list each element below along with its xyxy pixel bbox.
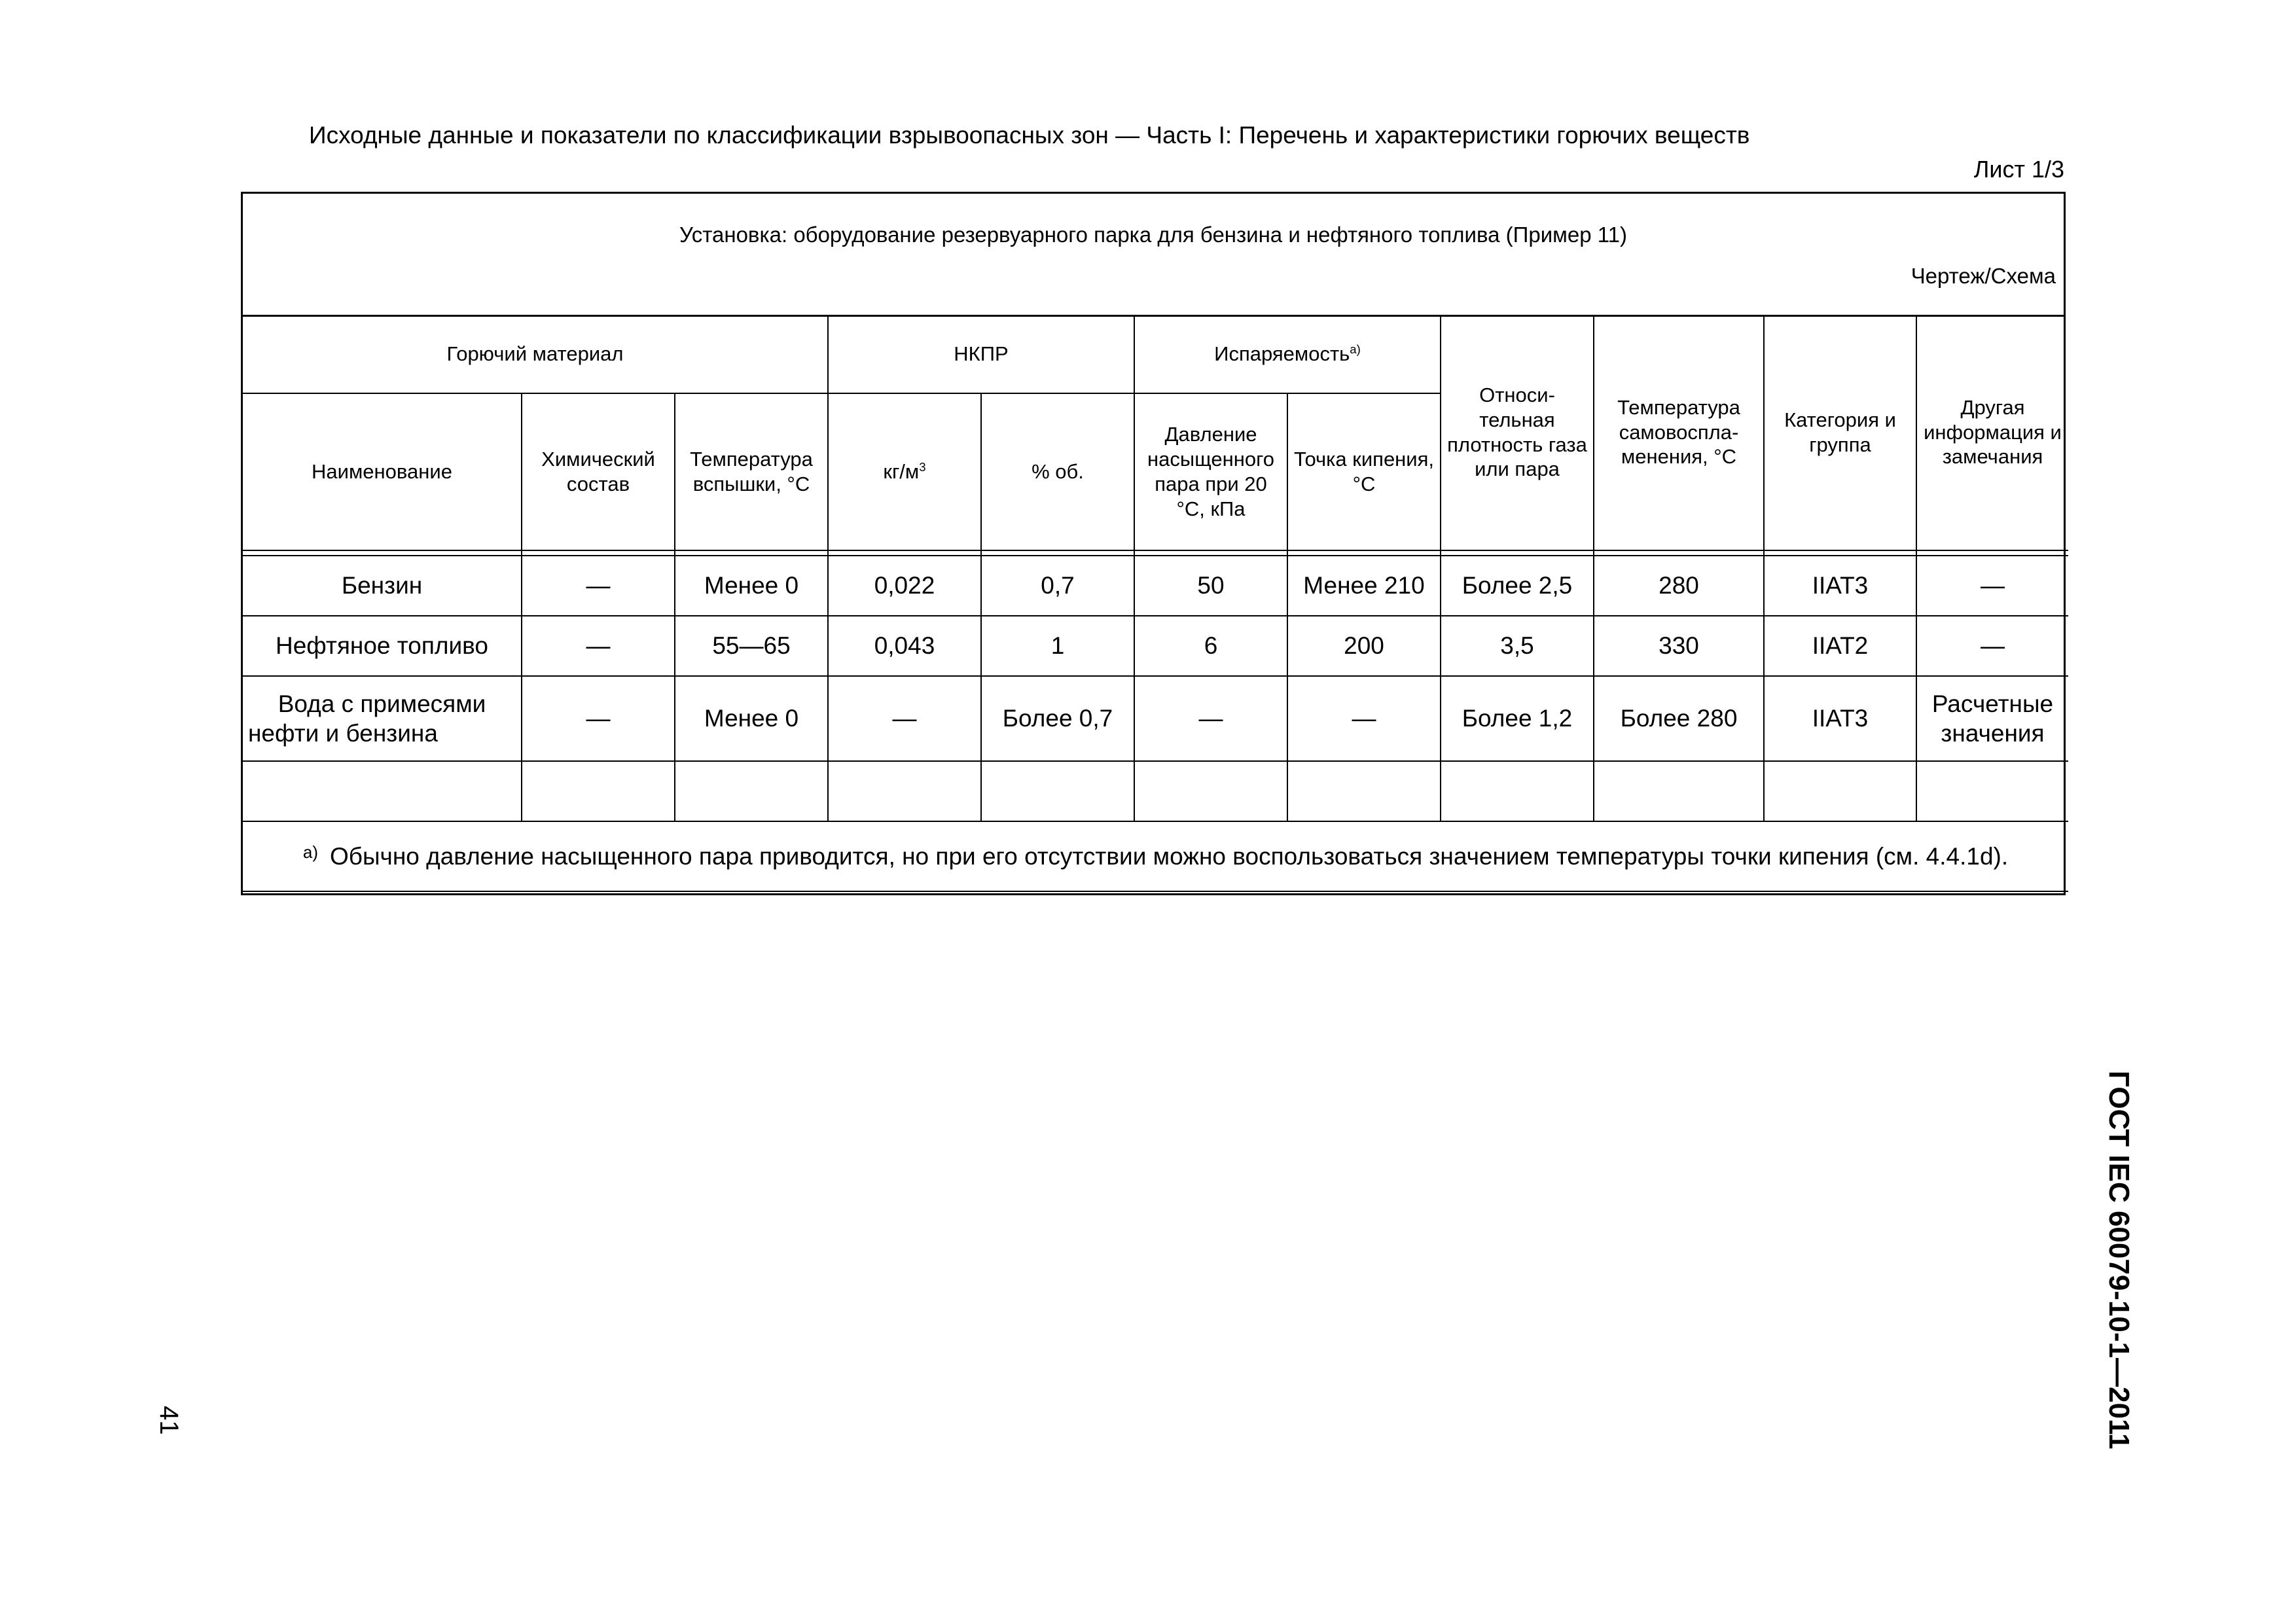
header-other: Другая информация и замечания bbox=[1916, 315, 2068, 550]
header-boil: Точка кипения, °С bbox=[1287, 393, 1441, 550]
cell-other: — bbox=[1916, 556, 2068, 616]
table-row bbox=[243, 556, 2068, 616]
cell-flash: Менее 0 bbox=[675, 556, 828, 616]
table-row bbox=[243, 676, 2068, 761]
cell-boil: — bbox=[1287, 676, 1441, 761]
footnote bbox=[243, 821, 2068, 891]
cell-kgm3: 0,022 bbox=[828, 556, 981, 616]
table-row bbox=[243, 616, 2068, 676]
header-kgm3 bbox=[828, 393, 981, 550]
header-lel: НКПР bbox=[828, 315, 1134, 393]
document-title: Исходные данные и показатели по классификации взрывоопасных зон — Часть I: Перечень и характеристики горючих веществ bbox=[309, 122, 1750, 149]
cell-boil: Менее 210 bbox=[1287, 556, 1441, 616]
cell-pct: Более 0,7 bbox=[981, 676, 1134, 761]
cell-category: IIАТ2 bbox=[1764, 616, 1916, 676]
installation-title: Установка: оборудование резервуарного парка для бензина и нефтяного топлива (Пример 11) bbox=[679, 223, 1627, 247]
cell-flash: 55—65 bbox=[675, 616, 828, 676]
cell-composition: — bbox=[522, 676, 675, 761]
footnote-mark: а) bbox=[302, 842, 318, 862]
data-sheet-frame bbox=[241, 192, 2066, 895]
header-separator bbox=[243, 550, 2068, 556]
header-material: Горючий материал bbox=[243, 315, 828, 393]
cell-kgm3: — bbox=[828, 676, 981, 761]
table-row-empty bbox=[243, 761, 2068, 821]
header-composition: Химический состав bbox=[522, 393, 675, 550]
volatility-mark: а) bbox=[1350, 342, 1361, 356]
cell-pct: 1 bbox=[981, 616, 1134, 676]
installation-block bbox=[243, 194, 2064, 317]
cell-flash: Менее 0 bbox=[675, 676, 828, 761]
kgm3-sup: 3 bbox=[919, 459, 926, 474]
header-volatility bbox=[1134, 315, 1441, 393]
cell-vapor: 6 bbox=[1134, 616, 1287, 676]
cell-composition: — bbox=[522, 616, 675, 676]
volatility-label: Испаряемость bbox=[1214, 342, 1350, 365]
cell-category: IIАТ3 bbox=[1764, 556, 1916, 616]
page-number: 41 bbox=[154, 1406, 183, 1435]
drawing-label: Чертеж/Схема bbox=[1910, 264, 2056, 288]
cell-vapor: — bbox=[1134, 676, 1287, 761]
cell-density: 3,5 bbox=[1441, 616, 1594, 676]
sheet-number: Лист 1/3 bbox=[1973, 156, 2064, 183]
cell-name: Бензин bbox=[243, 556, 522, 616]
cell-category: IIАТ3 bbox=[1764, 676, 1916, 761]
header-pct: % об. bbox=[981, 393, 1134, 550]
header-row-groups bbox=[243, 315, 2068, 393]
cell-composition: — bbox=[522, 556, 675, 616]
standard-code: ГОСТ IEC 60079-10-1—2011 bbox=[2103, 1071, 2135, 1450]
header-category: Категория и группа bbox=[1764, 315, 1916, 550]
cell-density: Более 1,2 bbox=[1441, 676, 1594, 761]
header-density: Относи-тельная плотность газа или пара bbox=[1441, 315, 1594, 550]
cell-other: — bbox=[1916, 616, 2068, 676]
cell-autoignition: Более 280 bbox=[1594, 676, 1764, 761]
header-flash: Температура вспышки, °С bbox=[675, 393, 828, 550]
header-vapor: Давление насыщенного пара при 20 °С, кПа bbox=[1134, 393, 1287, 550]
header-name: Наименование bbox=[243, 393, 522, 550]
cell-other: Расчетные значения bbox=[1916, 676, 2068, 761]
substances-table bbox=[243, 315, 2068, 892]
cell-vapor: 50 bbox=[1134, 556, 1287, 616]
cell-name: Вода с примесями нефти и бензина bbox=[243, 676, 522, 761]
cell-pct: 0,7 bbox=[981, 556, 1134, 616]
footnote-text: Обычно давление насыщенного пара приводится, но при его отсутствии можно воспользоваться значением температуры точки кипения (см. 4.4.1d). bbox=[329, 842, 2009, 870]
cell-kgm3: 0,043 bbox=[828, 616, 981, 676]
cell-autoignition: 280 bbox=[1594, 556, 1764, 616]
cell-name: Нефтяное топливо bbox=[243, 616, 522, 676]
cell-boil: 200 bbox=[1287, 616, 1441, 676]
footnote-row bbox=[243, 821, 2068, 891]
header-autoignition: Температура самовоспла-менения, °С bbox=[1594, 315, 1764, 550]
cell-autoignition: 330 bbox=[1594, 616, 1764, 676]
kgm3-label: кг/м bbox=[883, 460, 920, 484]
cell-density: Более 2,5 bbox=[1441, 556, 1594, 616]
